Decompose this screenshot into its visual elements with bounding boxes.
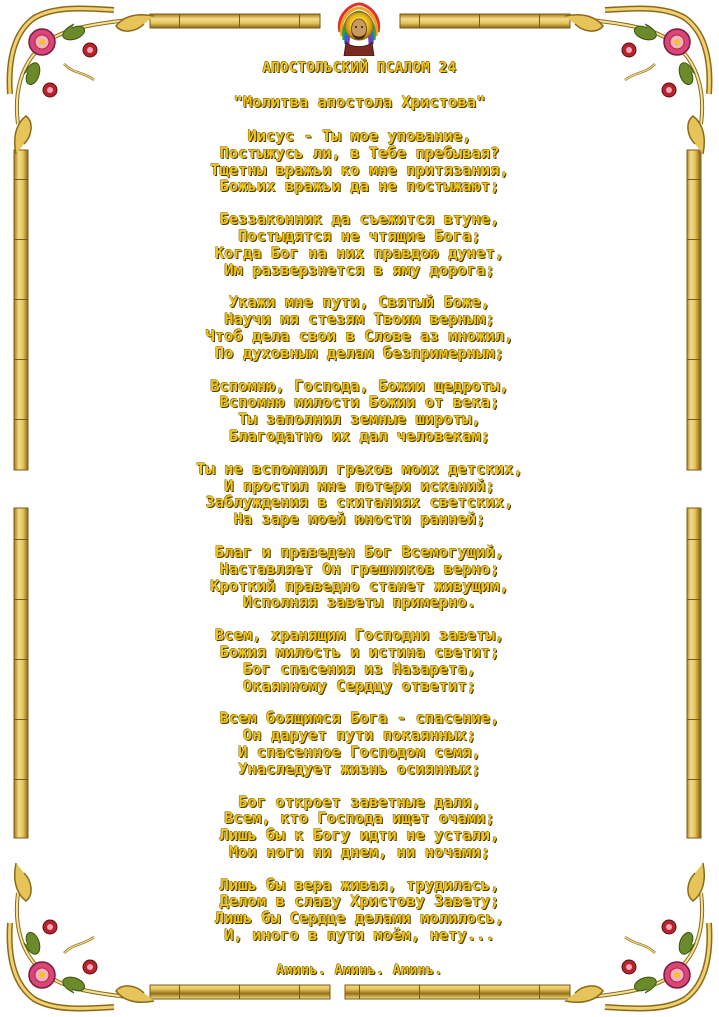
poem-line: И спасенное Господом семя, <box>238 742 481 761</box>
poem-line: Научи мя стезям Твоим верным; <box>224 310 495 329</box>
stanza <box>0 378 719 445</box>
poem-line: Вспомню, Господа, Божии щедроты, <box>210 376 509 395</box>
stanza <box>0 461 719 528</box>
poem-line: Делом в славу Христову Завету; <box>219 892 500 911</box>
poem-line: Вспомню милости Божии от века; <box>219 393 500 412</box>
poem-line: Постыдятся не чтящие Бога; <box>238 226 481 245</box>
poem-line: Ты не вспомнил грехов моих детских, <box>196 459 523 478</box>
poem-line: Всем, хранящим Господни заветы, <box>214 626 505 645</box>
poem-line: Беззаконник да съежится втуне, <box>219 210 500 229</box>
poem-line: Всем, кто Господа ищет очами; <box>224 809 495 828</box>
poem-line: Благодатно их дал человекам; <box>228 426 491 445</box>
stanza <box>0 877 719 944</box>
poem-line: На заре моей юности ранней; <box>233 510 486 529</box>
psalm-text <box>0 58 719 980</box>
poem-line: Бог спасения из Назарета, <box>242 659 477 678</box>
poem-line: Кроткий праведно станет живущим, <box>210 576 509 595</box>
poem-line: Он дарует пути покаянных; <box>242 726 477 745</box>
document-title: АПОСТОЛЬСКИЙ ПСАЛОМ 24 <box>262 60 457 76</box>
poem-line: Наставляет Он грешников верно; <box>219 559 500 578</box>
poem-line: Божия милость и истина светит; <box>219 642 500 661</box>
poem-line: Когда Бог на них правдою дунет, <box>214 243 505 262</box>
poem-line: Заблуждения в скитаниях светских, <box>205 493 514 512</box>
poem-line: Благ и праведен Бог Всемогущий, <box>214 542 505 561</box>
stanza <box>0 627 719 694</box>
poem-line: Им разверзнется в яму дорога; <box>224 260 495 279</box>
document-subtitle: "Молитва апостола Христова" <box>233 93 486 111</box>
poem-line: Исполняя заветы примерно. <box>242 593 477 612</box>
closing-amen: Аминь. Аминь. Аминь. <box>276 962 443 978</box>
poem-line: И простил мне потери исканий; <box>224 476 495 495</box>
poem-line: Мои ноги ни днем, ни ночами; <box>228 842 491 861</box>
poem-line: Ты заполнил земные широты, <box>238 410 481 429</box>
poem-line: Иисус - Ты мое упование, <box>247 127 472 145</box>
poem-line: Укажи мне пути, Святый Боже, <box>228 293 491 312</box>
poem-line: Бог откроет заветные дали, <box>238 792 481 811</box>
stanza <box>0 794 719 861</box>
poem-line: И, иного в пути моём, нету... <box>224 926 495 945</box>
poem-line: Лишь бы к Богу идти не устали, <box>219 826 500 845</box>
stanza <box>0 710 719 777</box>
stanza <box>0 128 719 195</box>
stanza <box>0 544 719 611</box>
poem-line: По духовным делам безпримерным; <box>214 343 505 362</box>
poem-line: Чтоб дела свои в Слове аз множил, <box>205 326 514 345</box>
christ-icon-emblem <box>334 2 384 56</box>
poem-line: Лишь бы Сердце делами молилось, <box>214 909 505 928</box>
poem-line: Окаянному Сердцу ответит; <box>242 676 477 695</box>
poem-line: Божьих вражьи да не постыжают; <box>219 177 500 196</box>
stanza <box>0 211 719 278</box>
poem-line: Тщетны вражьи ко мне притязания, <box>210 160 509 179</box>
stanza <box>0 294 719 361</box>
poem-line: Унаследует жизнь осиянных; <box>238 759 481 778</box>
poem-line: Постыжусь ли, в Тебе пребывая? <box>219 143 500 162</box>
poem-line: Всем боящимся Бога - спасение, <box>219 709 500 728</box>
poem-line: Лишь бы вера живая, трудилась, <box>219 875 500 894</box>
